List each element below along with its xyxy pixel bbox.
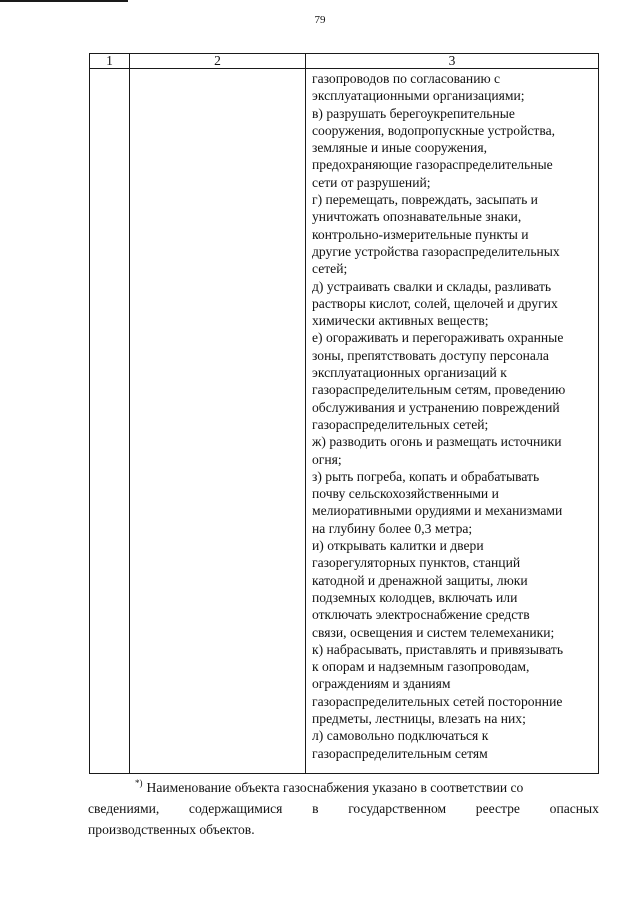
text-line: и) открывать калитки и двери <box>312 538 484 554</box>
text-line: ограждениям и зданиям <box>312 676 451 692</box>
cell-column-1 <box>90 69 130 774</box>
text-line: сети от разрушений; <box>312 174 431 190</box>
text-line: г) перемещать, повреждать, засыпать и <box>312 192 538 208</box>
text-line: уничтожать опознавательные знаки, <box>312 209 522 225</box>
footnote-word: в <box>312 801 319 817</box>
text-line: газорегуляторных пунктов, станций <box>312 555 521 571</box>
text-line: з) рыть погреба, копать и обрабатывать <box>312 468 540 484</box>
text-line: эксплуатационными организациями; <box>312 88 525 104</box>
text-line: зоны, препятствовать доступу персонала <box>312 347 549 363</box>
footnote-word: реестре <box>475 801 520 817</box>
text-line: газораспределительным сетям, проведению <box>312 382 566 398</box>
text-line: отключать электроснабжение средств <box>312 607 530 623</box>
text-line: подземных колодцев, включать или <box>312 589 518 605</box>
column-header-2: 2 <box>130 54 306 69</box>
table-row <box>90 69 599 774</box>
text-line: д) устраивать свалки и склады, разливать <box>312 278 552 294</box>
text-line: газораспределительным сетям <box>312 745 488 761</box>
text-line: на глубину более 0,3 метра; <box>312 520 473 536</box>
text-line: контрольно-измерительные пункты и <box>312 226 529 242</box>
text-line: газопроводов по согласованию с <box>312 71 501 86</box>
text-line: химически активных веществ; <box>312 313 489 329</box>
table-header-row <box>90 54 599 69</box>
text-line: е) огораживать и перегораживать охранные <box>312 330 564 346</box>
footnote-word: опасных <box>549 801 599 817</box>
text-line: к опорам и надземным газопроводам, <box>312 659 530 675</box>
prohibitions-text <box>306 69 598 762</box>
footnote-line-1-text: Наименование объекта газоснабжения указано в соответствии со <box>146 780 524 795</box>
text-line: газораспределительных сетей посторонние <box>312 693 563 709</box>
text-line: другие устройства газораспределительных <box>312 243 560 259</box>
text-line: л) самовольно подключаться к <box>312 728 489 744</box>
text-line: огня; <box>312 451 342 467</box>
column-header-1: 1 <box>90 54 130 69</box>
text-line: эксплуатационных организаций к <box>312 365 507 381</box>
footnote-line-1 <box>88 773 599 798</box>
footnote <box>88 773 599 841</box>
text-line: земляные и иные сооружения, <box>312 140 487 156</box>
footnote-word: содержащимися <box>188 801 283 817</box>
column-header-3: 3 <box>306 54 599 69</box>
cell-column-3 <box>306 69 599 774</box>
page-number: 79 <box>314 14 326 26</box>
text-line: связи, освещения и систем телемеханики; <box>312 624 555 640</box>
text-line: обслуживания и устранению повреждений <box>312 399 560 415</box>
footnote-word: сведениями, <box>88 801 160 817</box>
text-line: сетей; <box>312 261 348 277</box>
cell-column-2 <box>130 69 306 774</box>
text-line: к) набрасывать, приставлять и привязывать <box>312 641 564 657</box>
footnote-word: государственном <box>348 801 447 817</box>
text-line: в) разрушать берегоукрепительные <box>312 105 515 121</box>
text-line: мелиоративными орудиями и механизмами <box>312 503 563 519</box>
text-line: сооружения, водопропускные устройства, <box>312 122 556 138</box>
document-table <box>89 53 599 774</box>
text-line: газораспределительных сетей; <box>312 416 489 432</box>
text-line: почву сельскохозяйственными и <box>312 486 499 502</box>
text-line: предохраняющие газораспределительные <box>312 157 553 173</box>
text-line: предметы, лестницы, влезать на них; <box>312 710 526 726</box>
text-line: ж) разводить огонь и размещать источники <box>312 434 562 450</box>
footnote-line-2 <box>88 798 599 819</box>
top-rule <box>0 0 128 2</box>
text-line: растворы кислот, солей, щелочей и других <box>312 295 558 311</box>
footnote-marker: *) <box>135 778 143 788</box>
text-line: катодной и дренажной защиты, люки <box>312 572 528 588</box>
footnote-line-3: производственных объектов. <box>88 822 255 838</box>
